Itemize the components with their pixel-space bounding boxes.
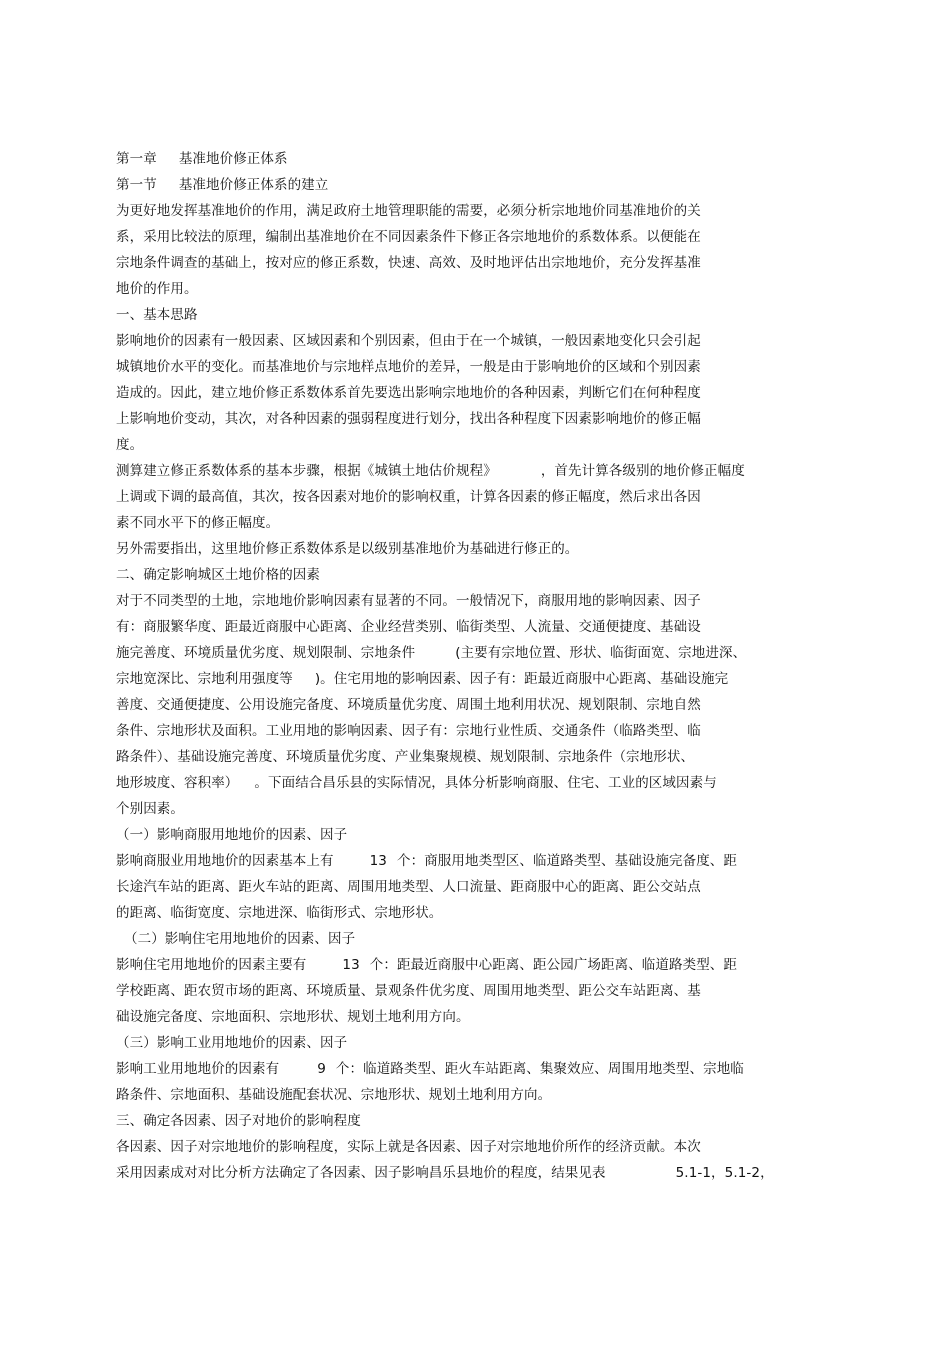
table-ref: 5.1-1 [675,1165,712,1181]
paragraph-line: 系，采用比较法的原理，编制出基准地价在不同因素条件下修正各宗地地价的系数体系。以便能在 [116,229,701,245]
factor-count: 13 [369,853,387,869]
heading-factors: 二、确定影响城区土地价格的因素 [116,567,320,583]
subheading-residential: （二）影响住宅用地地价的因素、因子 [124,931,356,947]
paragraph-line [116,1164,774,1182]
paragraph-line [116,1060,744,1078]
paragraph-line: 度。 [116,437,144,453]
paragraph-line: 学校距离、距农贸市场的距离、环境质量、景观条件优劣度、周围用地类型、距公交车站距离、基 [116,983,701,999]
paragraph-line [116,774,717,792]
text-span: 测算建立修正系数体系的基本步骤，根据《城镇土地估价规程》 [116,463,497,479]
paragraph-line [116,956,737,974]
paragraph-line: 城镇地价水平的变化。而基准地价与宗地样点地价的差异，一般是由于影响地价的区域和个别因素 [116,359,701,375]
text-span: 影响商服业用地地价的因素基本上有 [116,853,334,869]
text-span: 个：距最近商服中心距离、距公园广场距离、临道路类型、距 [369,957,737,973]
text-span: 地形坡度、容积率） [116,775,239,791]
paragraph-line: 个别因素。 [116,801,184,817]
text-span: 个：商服用地类型区、临道路类型、基础设施完备度、距 [397,853,737,869]
paragraph-line [116,644,746,662]
paragraph-line: 地价的作用。 [116,281,198,297]
section-label: 第一节 [116,177,157,193]
paragraph-line: 路条件）、基础设施完善度、环境质量优劣度、产业集聚规模、规划限制、宗地条件（宗地形状、 [116,749,695,765]
section-title: 基准地价修正体系的建立 [178,177,329,193]
text-span: 个：临道路类型、距火车站距离、集聚效应、周围用地类型、宗地临 [335,1061,744,1077]
paragraph-line [116,462,745,480]
table-ref: 5.1-2 [724,1165,761,1181]
text-span: 影响工业用地地价的因素有 [116,1061,280,1077]
factor-count: 13 [342,957,360,973]
paragraph-line: 长途汽车站的距离、距火车站的距离、周围用地类型、人口流量、距商服中心的距离、距公交站点 [116,879,701,895]
text-span: 影响住宅用地地价的因素主要有 [116,957,307,973]
paragraph-line: 对于不同类型的土地，宗地地价影响因素有显著的不同。一般情况下，商服用地的影响因素、因子 [116,593,701,609]
paragraph-line: 另外需要指出，这里地价修正系数体系是以级别基准地价为基础进行修正的。 [116,541,579,557]
factor-count: 9 [317,1061,326,1077]
text-span: 宗地宽深比、宗地利用强度等 [116,671,293,687]
paragraph-line: 路条件、宗地面积、基础设施配套状况、宗地形状、规划土地利用方向。 [116,1087,552,1103]
text-span: )。住宅用地的影响因素、因子有：距最近商服中心距离、基础设施完 [314,671,729,687]
paragraph-line: 造成的。因此，建立地价修正系数体系首先要选出影响宗地地价的各种因素，判断它们在何种程度 [116,385,701,401]
heading-basic-approach: 一、基本思路 [116,307,198,323]
text-span: ， [711,1165,725,1181]
text-span: (主要有宗地位置、形状、临街面宽、宗地进深、 [455,645,747,661]
paragraph-line: 宗地条件调查的基础上，按对应的修正系数，快速、高效、及时地评估出宗地地价，充分发挥基准 [116,255,701,271]
text-span: ，首先计算各级别的地价修正幅度 [540,463,745,479]
paragraph-line: 有：商服繁华度、距最近商服中心距离、企业经营类别、临街类型、人流量、交通便捷度、基础设 [116,619,701,635]
paragraph-line: 善度、交通便捷度、公用设施完备度、环境质量优劣度、周围土地利用状况、规划限制、宗地自然 [116,697,701,713]
paragraph-line: 影响地价的因素有一般因素、区域因素和个别因素，但由于在一个城镇，一般因素地变化只会引起 [116,333,701,349]
chapter-heading [116,150,288,168]
text-span: 。下面结合昌乐县的实际情况，具体分析影响商服、住宅、工业的区域因素与 [254,775,717,791]
section-heading [116,176,328,194]
heading-influence-degree: 三、确定各因素、因子对地价的影响程度 [116,1113,361,1129]
paragraph-line [116,670,728,688]
paragraph-line: 上影响地价变动，其次，对各种因素的强弱程度进行划分，找出各种程度下因素影响地价的修正幅 [116,411,701,427]
chapter-label: 第一章 [116,151,157,167]
paragraph-line: 各因素、因子对宗地地价的影响程度，实际上就是各因素、因子对宗地地价所作的经济贡献。本次 [116,1139,701,1155]
subheading-commercial: （一）影响商服用地地价的因素、因子 [116,827,348,843]
text-span: ， [760,1165,774,1181]
paragraph-line: 素不同水平下的修正幅度。 [116,515,280,531]
paragraph-line: 础设施完备度、宗地面积、宗地形状、规划土地利用方向。 [116,1009,470,1025]
paragraph-line [116,852,737,870]
paragraph-line: 条件、宗地形状及面积。工业用地的影响因素、因子有：宗地行业性质、交通条件（临路类型、临 [116,723,701,739]
text-span: 采用因素成对对比分析方法确定了各因素、因子影响昌乐县地价的程度，结果见表 [116,1165,606,1181]
subheading-industrial: （三）影响工业用地地价的因素、因子 [116,1035,348,1051]
paragraph-line: 上调或下调的最高值，其次，按各因素对地价的影响权重，计算各因素的修正幅度，然后求出各因 [116,489,701,505]
chapter-title: 基准地价修正体系 [178,151,288,167]
text-span: 施完善度、环境质量优劣度、规划限制、宗地条件 [116,645,416,661]
paragraph-line: 的距离、临街宽度、宗地进深、临街形式、宗地形状。 [116,905,443,921]
paragraph-line: 为更好地发挥基准地价的作用，满足政府土地管理职能的需要，必须分析宗地地价同基准地价的关 [116,203,701,219]
